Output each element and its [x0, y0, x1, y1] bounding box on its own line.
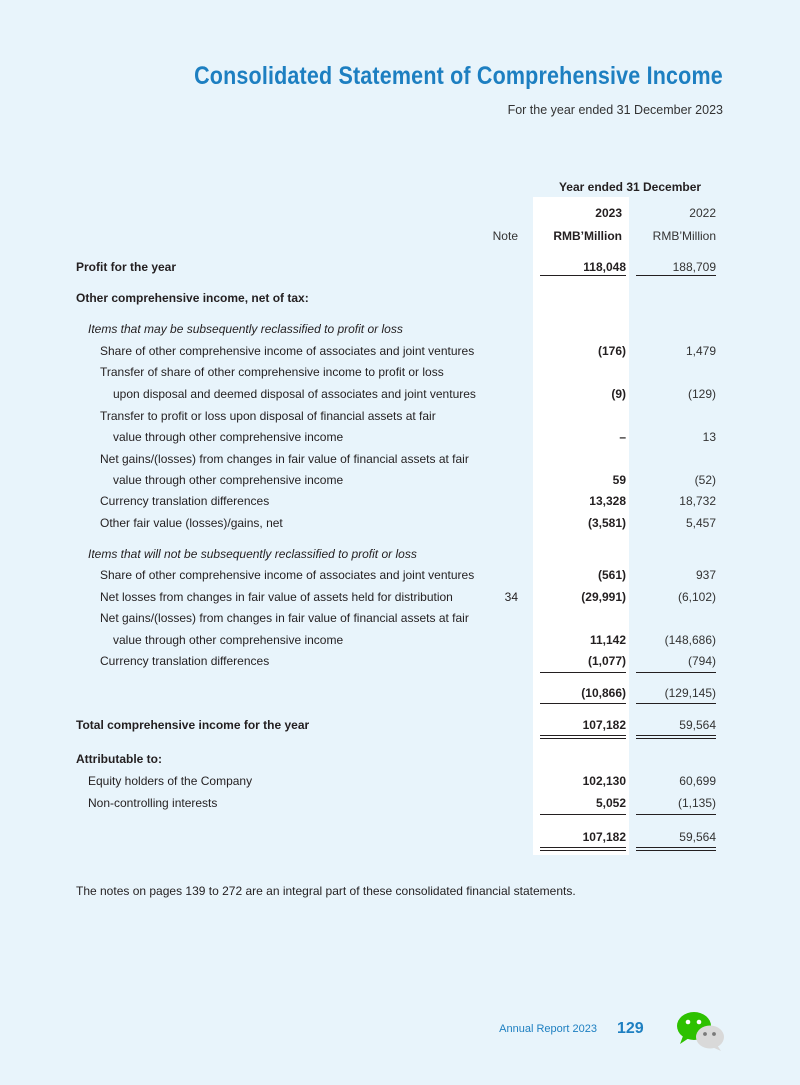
table-row — [0, 608, 800, 628]
row-label: Equity holders of the Company — [88, 774, 253, 788]
value-2022: (148,686) — [664, 633, 716, 647]
rule-line — [540, 672, 626, 673]
year-2022-header: 2022 — [689, 206, 716, 220]
value-2023: (29,991) — [581, 590, 626, 604]
value-2022: 1,479 — [685, 344, 716, 358]
row-label: Net gains/(losses) from changes in fair value of financial assets at fair — [100, 452, 469, 466]
rule-line — [636, 672, 716, 673]
value-2023: 13,328 — [589, 494, 626, 508]
value-2022: 18,732 — [679, 494, 716, 508]
value-2023: (10,866) — [581, 686, 626, 700]
row-label: Currency translation differences — [100, 494, 270, 508]
unit-2023-header: RMB’Million — [553, 229, 622, 243]
rule-line — [636, 275, 716, 276]
row-label: Items that will not be subsequently reclassified to profit or loss — [88, 547, 417, 561]
value-2022: 937 — [695, 568, 716, 582]
section-heading — [0, 749, 800, 769]
rule-line — [540, 275, 626, 276]
table-row — [0, 491, 800, 511]
value-2022: 59,564 — [679, 830, 716, 844]
section-heading — [0, 288, 800, 308]
row-label: Total comprehensive income for the year — [76, 718, 310, 732]
row-label: value through other comprehensive income — [113, 633, 344, 647]
value-2023: – — [619, 430, 626, 444]
value-2023: 107,182 — [582, 718, 626, 732]
rule-line — [636, 814, 716, 815]
value-2023: (561) — [597, 568, 626, 582]
value-2022: (129,145) — [664, 686, 716, 700]
value-2023: 118,048 — [583, 260, 626, 274]
value-2023: 59 — [612, 473, 626, 487]
total-row — [0, 715, 800, 735]
double-rule-line — [540, 735, 626, 736]
value-2023: 107,182 — [582, 830, 626, 844]
footnote: The notes on pages 139 to 272 are an integral part of these consolidated financial statements. — [76, 884, 576, 898]
wechat-logo-icon — [674, 1010, 726, 1052]
double-rule-line — [540, 738, 626, 739]
value-2022: 59,564 — [679, 718, 716, 732]
period-header: Year ended 31 December — [558, 180, 702, 194]
double-rule-line — [636, 850, 716, 851]
row-label: Other comprehensive income, net of tax: — [76, 291, 309, 305]
unit-2022-header: RMB’Million — [652, 229, 716, 243]
value-2023: 11,142 — [589, 633, 626, 647]
value-2022: 60,699 — [679, 774, 716, 788]
table-row — [0, 427, 800, 447]
page-title: Consolidated Statement of Comprehensive Income — [194, 62, 723, 90]
table-row — [0, 651, 800, 671]
value-2022: 188,709 — [672, 260, 716, 274]
table-row — [0, 587, 800, 607]
table-row — [0, 449, 800, 469]
row-label: value through other comprehensive income — [113, 430, 344, 444]
value-2022: (794) — [687, 654, 716, 668]
table-row — [0, 362, 800, 382]
note-ref: 34 — [504, 590, 518, 604]
value-2023: (1,077) — [587, 654, 626, 668]
table-row — [0, 793, 800, 813]
subsection-heading — [0, 319, 800, 339]
row-label: Net losses from changes in fair value of assets held for distribution — [100, 590, 453, 604]
subsection-heading — [0, 544, 800, 564]
value-2023: 5,052 — [595, 796, 626, 810]
row-label: Transfer of share of other comprehensive income to profit or loss — [100, 365, 444, 379]
value-2022: (52) — [694, 473, 716, 487]
double-rule-line — [636, 735, 716, 736]
row-label: Net gains/(losses) from changes in fair value of financial assets at fair — [100, 611, 469, 625]
subtotal-row — [0, 683, 800, 703]
double-rule-line — [540, 847, 626, 848]
value-2023: (9) — [611, 387, 626, 401]
value-2022: (1,135) — [677, 796, 716, 810]
double-rule-line — [636, 738, 716, 739]
row-label: Transfer to profit or loss upon disposal of financial assets at fair — [100, 409, 436, 423]
row-label: Profit for the year — [76, 260, 177, 274]
value-2023: (176) — [597, 344, 626, 358]
report-label: Annual Report 2023 — [499, 1023, 597, 1035]
value-2022: (129) — [687, 387, 716, 401]
row-label: Currency translation differences — [100, 654, 270, 668]
value-2022: 5,457 — [685, 516, 716, 530]
table-row — [0, 513, 800, 533]
row-label: Attributable to: — [76, 752, 162, 766]
double-rule-line — [540, 850, 626, 851]
row-label: Share of other comprehensive income of associates and joint ventures — [100, 344, 475, 358]
table-row — [0, 470, 800, 490]
value-2022: (6,102) — [677, 590, 716, 604]
table-row — [0, 384, 800, 404]
rule-line — [636, 703, 716, 704]
note-header: Note — [492, 229, 518, 243]
row-label: Non-controlling interests — [88, 796, 218, 810]
value-2022: 13 — [702, 430, 716, 444]
row-label: upon disposal and deemed disposal of associates and joint ventures — [113, 387, 476, 401]
page-subtitle: For the year ended 31 December 2023 — [507, 103, 723, 117]
value-2023: 102,130 — [582, 774, 626, 788]
value-2023: (3,581) — [587, 516, 626, 530]
row-label: Other fair value (losses)/gains, net — [100, 516, 283, 530]
rule-line — [540, 703, 626, 704]
total-row — [0, 827, 800, 847]
table-row — [0, 771, 800, 791]
row-label: Items that may be subsequently reclassified to profit or loss — [88, 322, 403, 336]
double-rule-line — [636, 847, 716, 848]
row-label: value through other comprehensive income — [113, 473, 344, 487]
table-row — [0, 341, 800, 361]
rule-line — [540, 814, 626, 815]
table-row — [0, 565, 800, 585]
table-row — [0, 630, 800, 650]
page-number: 129 — [617, 1020, 644, 1037]
table-row — [0, 257, 800, 277]
year-2023-header: 2023 — [595, 206, 622, 220]
row-label: Share of other comprehensive income of associates and joint ventures — [100, 568, 475, 582]
table-row — [0, 406, 800, 426]
